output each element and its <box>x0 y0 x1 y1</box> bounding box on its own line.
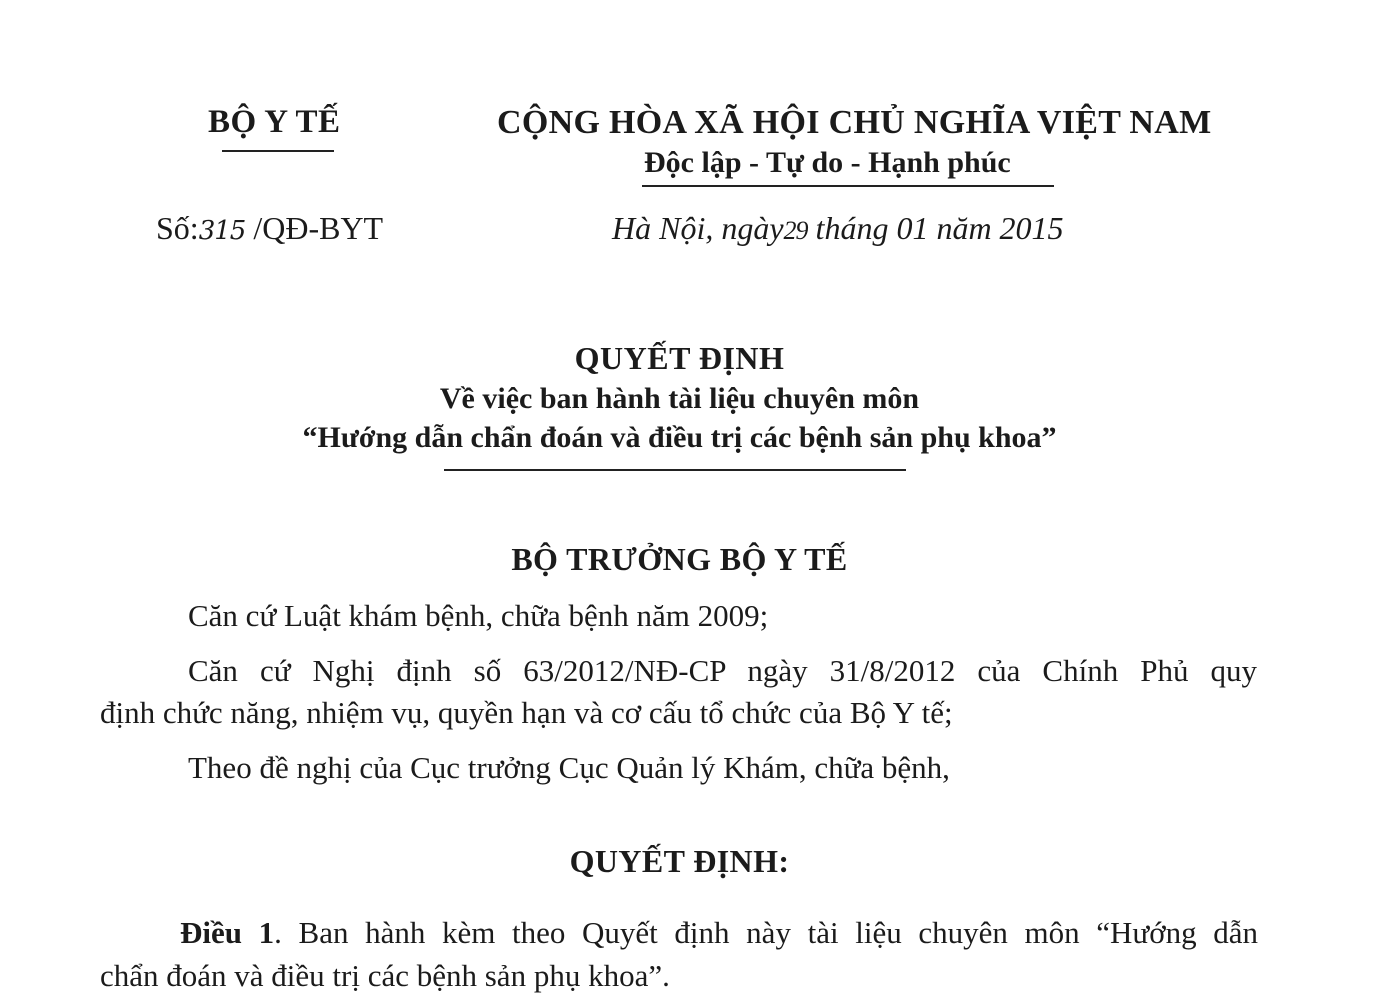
decision-subject-line2: “Hướng dẫn chẩn đoán và điều trị các bệnh sản phụ khoa” <box>302 421 1057 454</box>
article-1-line1 <box>180 917 1258 948</box>
preamble-clause-1: Căn cứ Luật khám bệnh, chữa bệnh năm 2009; <box>188 598 769 633</box>
decision-title: QUYẾT ĐỊNH <box>574 340 785 376</box>
issuing-authority: BỘ TRƯỞNG BỘ Y TẾ <box>511 541 848 577</box>
preamble-clause-2-line1: Căn cứ Nghị định số 63/2012/NĐ-CP ngày 31/8/2012 của Chính Phủ quy <box>188 653 1257 688</box>
document-number-suffix: /QĐ-BYT <box>253 210 384 246</box>
ministry-underline <box>222 150 334 152</box>
date-day-handwritten: 29 <box>783 216 808 245</box>
republic-name: CỘNG HÒA XÃ HỘI CHỦ NGHĨA VIỆT NAM <box>497 104 1212 141</box>
preamble-clause-2-line2: định chức năng, nhiệm vụ, quyền hạn và cơ cấu tổ chức của Bộ Y tế; <box>100 695 953 730</box>
place-and-date <box>612 210 1064 247</box>
decision-heading: QUYẾT ĐỊNH: <box>569 843 790 879</box>
article-1-text: . Ban hành kèm theo Quyết định này tài liệu chuyên môn “Hướng dẫn <box>274 915 1258 950</box>
document-number <box>156 210 383 247</box>
article-1-line2: chẩn đoán và điều trị các bệnh sản phụ khoa”. <box>100 958 670 993</box>
motto-underline <box>642 185 1054 187</box>
preamble-clause-3: Theo đề nghị của Cục trưởng Cục Quản lý Khám, chữa bệnh, <box>188 750 950 785</box>
article-1-label: Điều 1 <box>180 915 275 950</box>
title-underline <box>444 469 906 471</box>
national-motto: Độc lập - Tự do - Hạnh phúc <box>644 146 1011 179</box>
document-number-prefix: Số: <box>156 210 199 246</box>
date-suffix: tháng 01 năm 2015 <box>807 210 1064 246</box>
decision-subject-line1: Về việc ban hành tài liệu chuyên môn <box>439 382 920 415</box>
ministry-name: BỘ Y TẾ <box>208 104 341 140</box>
date-prefix: Hà Nội, ngày <box>612 210 784 246</box>
document-number-handwritten: 315 <box>198 216 246 246</box>
